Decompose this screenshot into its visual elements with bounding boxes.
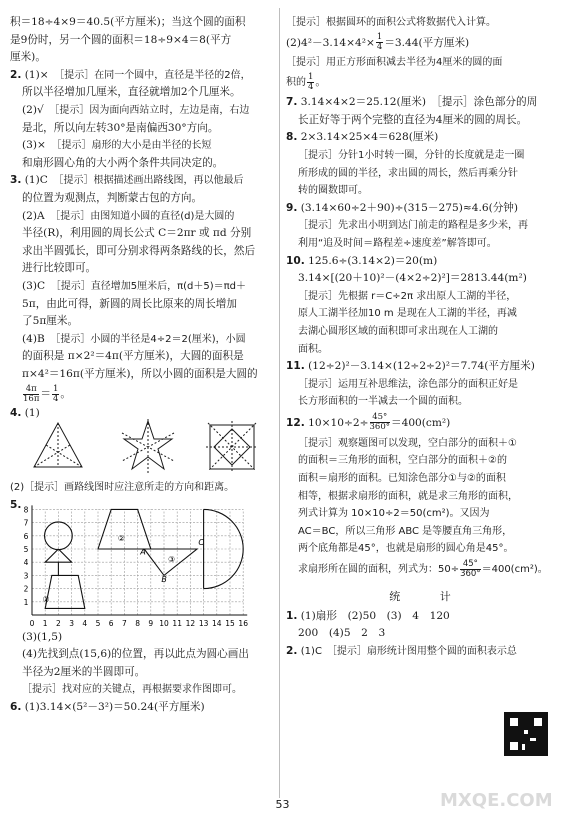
- hint-text: ［提示］观察题图可以发现，空白部分的面积＋①: [298, 437, 517, 449]
- region-label: ①: [42, 594, 50, 604]
- hint-text: 列式计算为 10×10÷2＝50(cm²)。又因为: [298, 508, 490, 520]
- hint-text: 半径(R)，利用圆的周长公式 C＝2πr 或 πd 分别: [22, 227, 252, 240]
- watermark: MXQE.COM: [440, 790, 553, 811]
- hint-text: ［提示］根据描述画出路线图，再以他最后: [58, 175, 244, 187]
- y-tick-label: 4: [23, 557, 29, 567]
- hint-text: [286, 71, 554, 94]
- fraction: [52, 385, 59, 404]
- s2-number: 2.: [286, 644, 298, 657]
- y-tick-label: 5: [23, 544, 29, 554]
- answer-text: (1)3.14×(5²－3²)＝50.24(平方厘米): [24, 701, 205, 714]
- q2-number: 2.: [10, 68, 22, 81]
- hint-text: 所形成的圆的半径，求出圆的周长，然后再乘分针: [298, 167, 518, 179]
- point-label: B: [161, 574, 167, 584]
- page-number: 53: [275, 798, 290, 811]
- hint-text: 长正好等于两个完整的直径为4厘米的圆的周长。: [298, 113, 528, 126]
- fraction: [307, 73, 314, 92]
- hint-text: AC＝BC，所以三角形 ABC 是等腰直角三角形，: [298, 525, 513, 537]
- stat-q1: [286, 608, 554, 626]
- q4-part2: [10, 479, 272, 497]
- q11: [286, 358, 554, 376]
- numerator: 4π: [23, 385, 39, 395]
- answer-mark: (1)×: [24, 68, 49, 81]
- q4-number: 4.: [10, 407, 22, 420]
- hint-text: ＝400(cm²)。: [481, 564, 548, 576]
- numerator: 1: [308, 71, 314, 82]
- hint-text: 求扇形所在圆的面积，列式为：50÷: [298, 564, 460, 576]
- answer-text: (2)4²－3.14×4²×: [286, 36, 375, 49]
- q12-number: 12.: [286, 416, 305, 429]
- answer-text: 2×3.14×25×4＝628(厘米): [300, 131, 439, 144]
- qr-code-icon: [504, 712, 548, 756]
- answer-text: 10×10÷2÷: [308, 416, 369, 429]
- hint-text: ［提示］运用互补思维法，涂色部分的面积正好是: [298, 378, 518, 390]
- fraction: [370, 413, 390, 432]
- hint-text: ［提示］用正方形面积减去半径为4厘米的圆的面: [286, 56, 503, 68]
- q6-part2: [286, 32, 554, 54]
- hint-text: 利用“追及时间＝路程差÷速度差”解答即可。: [298, 237, 497, 249]
- hint-text: 的位置为观测点，判断蒙古包的方向。: [22, 191, 203, 204]
- stat-q2: [286, 643, 554, 661]
- denominator: 360°: [369, 422, 390, 433]
- q3-part2: [10, 208, 272, 226]
- hint-text: 面积＝扇形的面积。已知涂色部分①与②的面积: [298, 473, 506, 485]
- section-title: 统 计: [389, 590, 469, 604]
- hint-text: 原人工湖半径加10 m 是现在人工湖的半径，再减: [298, 308, 517, 320]
- numerator: 1: [376, 32, 383, 43]
- x-tick-label: 9: [148, 618, 154, 628]
- hint-text: ［提示］小圆的半径是4÷2＝2(厘米)，小圆: [55, 333, 246, 345]
- numerator: 1: [53, 383, 59, 394]
- region-label: ③: [167, 554, 176, 564]
- q8: [286, 129, 554, 147]
- region-label: ②: [117, 533, 125, 543]
- intro-line: 厘米)。: [10, 51, 46, 64]
- fraction: [460, 560, 480, 579]
- q9-number: 9.: [286, 201, 298, 214]
- q10: [286, 253, 554, 271]
- answer-mark: (2)A: [22, 209, 45, 222]
- q3-number: 3.: [10, 174, 22, 187]
- hint-text: 相等，根据求扇形的面积，就是求三角形的面积，: [298, 490, 518, 502]
- hint-text: 的面积＝三角形的面积，空白部分的面积＋②的: [298, 455, 507, 467]
- q5-part4-cont: 半径为2厘米的半圆即可。: [22, 665, 146, 678]
- hint-text: 面积。: [298, 343, 328, 355]
- x-tick-label: 16: [238, 618, 248, 628]
- q6-number: 6.: [10, 701, 22, 714]
- q8-number: 8.: [286, 131, 298, 144]
- x-tick-label: 11: [172, 618, 182, 628]
- answer-text: (1)C ［提示］扇形统计图用整个圆的面积表示总: [300, 645, 517, 657]
- hint-text: ［提示］找对应的关键点，再根据要求作图即可。: [22, 684, 242, 696]
- q2-part1: [10, 67, 272, 85]
- answer-mark: (2)√: [22, 103, 44, 116]
- hint-text: ［提示］在同一个圆中，直径是半径的2倍，: [59, 69, 251, 81]
- intro-line: 是9份时，另一个圆的面积＝18÷9×4＝8(平方: [10, 33, 232, 46]
- hint-text: ［提示］根据圆环的面积公式将数据代入计算。: [286, 17, 496, 28]
- q7: [286, 94, 554, 112]
- answer-text: (1)扇形 (2)50 (3) 4 120: [300, 609, 450, 622]
- y-tick-label: 6: [23, 531, 29, 541]
- symmetry-figures: [30, 419, 270, 477]
- x-tick-label: 8: [135, 618, 140, 628]
- square-figure: [206, 421, 258, 473]
- x-tick-label: 10: [159, 618, 169, 628]
- answer-text: ＝400(cm²): [390, 416, 451, 429]
- denominator: 4: [308, 81, 314, 92]
- hint-text: ［提示］直径增加5厘米后，π(d＋5)＝πd＋: [55, 280, 246, 292]
- x-tick-label: 4: [82, 618, 88, 628]
- hint-text: 5π，由此可得，新圆的周长比原来的周长增加: [22, 297, 237, 310]
- answer-mark: (3)×: [22, 139, 46, 152]
- x-tick-label: 13: [198, 618, 209, 628]
- y-tick-label: 8: [23, 505, 29, 515]
- x-tick-label: 14: [212, 618, 222, 628]
- q10-number: 10.: [286, 254, 305, 267]
- hint-text: π×4²＝16π(平方厘米)，所以小圆的面积是大圆的: [22, 367, 258, 380]
- coordinate-grid: [18, 497, 268, 629]
- left-column: [10, 14, 272, 717]
- fraction: [376, 33, 383, 52]
- hint-text: 进行比较即可。: [22, 262, 97, 275]
- right-column: [286, 14, 554, 660]
- s1-number: 1.: [286, 609, 298, 622]
- x-tick-label: 15: [225, 618, 235, 628]
- q2-part3: [10, 137, 272, 155]
- intro-line: 积＝18÷4×9＝40.5(平方厘米)；当这个圆的面积: [10, 16, 246, 28]
- hint-text: ［提示］分针1小时转一圈，分针的长度就是走一圈: [298, 149, 525, 161]
- y-tick-label: 2: [23, 584, 29, 594]
- hint-text: (2)［提示］画路线图时应注意所走的方向和距离。: [10, 482, 235, 494]
- hint-text: 长方形面积的一半减去一个圆的面积。: [298, 396, 468, 408]
- hint-text: [286, 14, 554, 32]
- hint-text: ［提示］扇形的大小是由半径的长短: [56, 140, 212, 152]
- x-tick-label: 1: [42, 618, 48, 628]
- answer-mark: (1)C: [24, 174, 48, 187]
- q3-part3: [10, 278, 272, 296]
- q12: [286, 411, 554, 435]
- q11-number: 11.: [286, 360, 305, 373]
- denominator: 16π: [23, 393, 40, 404]
- hint-text: 转的圈数即可。: [298, 185, 368, 197]
- q5-number: 5.: [10, 498, 22, 511]
- q7-number: 7.: [286, 96, 298, 109]
- fraction: [23, 385, 39, 404]
- q3-part4: [10, 331, 272, 349]
- x-tick-label: 12: [185, 618, 196, 628]
- y-tick-label: 1: [23, 597, 29, 607]
- denominator: 4: [53, 393, 59, 404]
- x-tick-label: 3: [69, 618, 74, 628]
- hint-text: ［提示］先求出小明到达门前走的路程是多少米，再: [298, 220, 528, 232]
- triangle-figure: [34, 423, 82, 467]
- q2-part2: [10, 102, 272, 120]
- answer-text: 3.14×[(20＋10)²－(4×2÷2)²]＝2813.44(m²): [298, 272, 527, 285]
- hint-text: 求出半圆弧长，即可分别求得两条路线的长，然后: [22, 244, 256, 257]
- q3-part1: [10, 172, 272, 190]
- numerator: 45°: [370, 413, 390, 423]
- part-label: (1): [24, 407, 40, 420]
- period: 。: [60, 388, 72, 401]
- q5-part4: (4)先找到点(15,6)的位置，再以此点为圆心画出: [22, 648, 249, 661]
- x-tick-label: 0: [29, 618, 35, 628]
- q5-block: [10, 497, 272, 629]
- hint-text: 积的: [286, 77, 306, 89]
- hint-text: 所以半径增加几厘米，直径就增加2个几厘米。: [22, 86, 241, 99]
- answer-text: 3.14×4×2＝25.12(厘米) ［提示］涂色部分的周: [300, 96, 538, 109]
- x-tick-label: 5: [95, 618, 101, 628]
- answer-mark: (4)B: [22, 332, 45, 345]
- hint-text: 和扇形圆心角的大小两个条件共同决定的。: [22, 156, 224, 169]
- answer-text: (3.14×60÷2＋90)÷(315－275)≈4.6(分钟): [300, 201, 519, 214]
- numerator: 45°: [460, 560, 480, 570]
- hint-text: 的面积是 π×2²＝4π(平方厘米)，大圆的面积是: [22, 350, 244, 363]
- q9: [286, 200, 554, 218]
- y-tick-label: 3: [23, 571, 29, 581]
- answer-text: (12÷2)²－3.14×(12÷2÷2)²＝7.74(平方厘米): [308, 360, 535, 373]
- answer-text: 200 (4)5 2 3: [298, 627, 386, 640]
- denominator: 360°: [460, 568, 481, 579]
- q6-part1: [10, 699, 272, 717]
- semicircle-shape: [204, 509, 244, 588]
- fraction-line: [10, 383, 272, 405]
- x-tick-label: 6: [108, 618, 114, 628]
- hint-text: 是北，所以向左转30°是南偏西30°方向。: [22, 121, 219, 134]
- q5-part3: (3)(1,5): [22, 630, 63, 643]
- equals: ＝: [40, 388, 51, 401]
- answer-text: ＝3.44(平方厘米): [384, 36, 470, 49]
- x-tick-label: 7: [122, 618, 127, 628]
- trapezoid-shape: [42, 575, 85, 608]
- point-label: C: [198, 537, 204, 547]
- hint-text: 了5π厘米。: [22, 315, 79, 328]
- y-tick-label: 7: [23, 518, 29, 528]
- star-figure: [122, 419, 174, 473]
- hint-text: [10, 681, 272, 699]
- answer-text: 125.6÷(3.14×2)＝20(m): [308, 254, 438, 267]
- period: 。: [315, 76, 327, 89]
- column-divider: [279, 8, 280, 798]
- hint-text: 两个底角都是45°，也就是扇形的圆心角是45°。: [298, 543, 514, 555]
- hint-text: ［提示］先根据 r＝C÷2π 求出原人工湖的半径，: [298, 290, 517, 302]
- x-tick-label: 2: [56, 618, 61, 628]
- hint-text: [286, 54, 554, 72]
- hint-text: ［提示］因为面向西站立时，左边是南，右边: [54, 104, 250, 116]
- hint-text: ［提示］由图知道小圆的直径(d)是大圆的: [55, 210, 235, 222]
- hint-text: 去湖心圆形区域的面积即可求出现在人工湖的: [298, 325, 498, 337]
- hint-text: [286, 558, 554, 582]
- answer-mark: (3)C: [22, 279, 46, 292]
- point-label: A: [140, 546, 146, 556]
- denominator: 4: [376, 42, 383, 53]
